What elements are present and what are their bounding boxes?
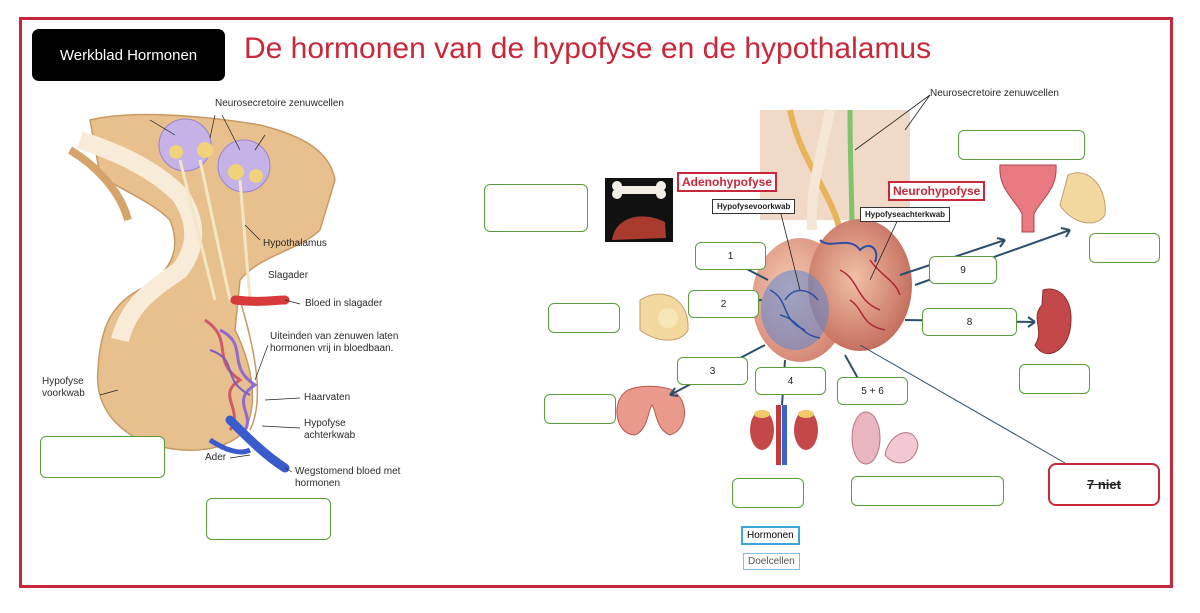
- bone-muscle-image: [605, 178, 673, 242]
- label-hypothalamus: Hypothalamus: [263, 238, 327, 249]
- label-anterior-lobe-line1: Hypofyse: [42, 376, 84, 387]
- target-box-uterus[interactable]: [958, 130, 1085, 160]
- breast-image-1: [640, 294, 688, 340]
- page-title: De hormonen van de hypofyse en de hypothalamus: [244, 32, 932, 65]
- label-vein: Ader: [205, 452, 227, 463]
- label-artery: Slagader: [268, 270, 309, 281]
- hormone-box-3[interactable]: 3: [677, 357, 748, 385]
- label-anterior-lobe-line2: voorkwab: [42, 388, 85, 399]
- breast-image-2: [1060, 173, 1105, 223]
- hormone-box-1[interactable]: 1: [695, 242, 766, 270]
- kidneys-image: [750, 405, 818, 465]
- hormone-box-5-6[interactable]: 5 + 6: [837, 377, 908, 405]
- target-box-kidney[interactable]: [1019, 364, 1090, 394]
- label-anterior-lobe: Hypofysevoorkwab: [712, 199, 795, 214]
- label-nerve-ends-line1: Uiteinden van zenuwen laten: [270, 331, 399, 342]
- right-pituitary-illustration: [752, 95, 930, 362]
- ovary-testis-image: [852, 412, 918, 464]
- kidney-image: [1035, 289, 1071, 354]
- label-neurosecretory-cells-left: Neurosecretoire zenuwcellen: [215, 98, 344, 109]
- answer-box-left-2[interactable]: [206, 498, 331, 540]
- label-neurosecretory-cells-right: Neurosecretoire zenuwcellen: [930, 88, 1059, 99]
- label-posterior-lobe: Hypofyseachterkwab: [860, 207, 950, 222]
- label-adenohypophysis: Adenohypofyse: [677, 172, 777, 192]
- worksheet-badge: Werkblad Hormonen: [32, 29, 225, 81]
- label-blood-in-artery: Bloed in slagader: [305, 298, 383, 309]
- label-outflow-line2: hormonen: [295, 478, 341, 489]
- target-box-gonads[interactable]: [851, 476, 1004, 506]
- target-box-bone-muscle[interactable]: [484, 184, 588, 232]
- label-posterior-lobe-line2: achterkwab: [304, 430, 356, 441]
- hormone-box-7-crossed: 7 niet: [1048, 463, 1160, 506]
- hormone-box-8[interactable]: 8: [922, 308, 1017, 336]
- hormone-box-2[interactable]: 2: [688, 290, 759, 318]
- hormone-box-9[interactable]: 9: [929, 256, 997, 284]
- uterus-image: [1000, 165, 1056, 232]
- label-nerve-ends-line2: hormonen vrij in bloedbaan.: [270, 343, 394, 354]
- target-box-breast[interactable]: [548, 303, 620, 333]
- label-posterior-lobe-line1: Hypofyse: [304, 418, 346, 429]
- target-box-breast-2[interactable]: [1089, 233, 1160, 263]
- answer-box-left-1[interactable]: [40, 436, 165, 478]
- legend-target-cells: Doelcellen: [743, 553, 800, 570]
- left-pituitary-illustration: [70, 115, 335, 472]
- target-box-thyroid[interactable]: [544, 394, 616, 424]
- label-neurohypophysis: Neurohypofyse: [888, 181, 985, 201]
- target-box-kidneys[interactable]: [732, 478, 804, 508]
- hormone-box-4[interactable]: 4: [755, 367, 826, 395]
- label-outflow-line1: Wegstomend bloed met: [295, 466, 401, 477]
- label-capillaries: Haarvaten: [304, 392, 351, 403]
- legend-hormones: Hormonen: [741, 526, 800, 545]
